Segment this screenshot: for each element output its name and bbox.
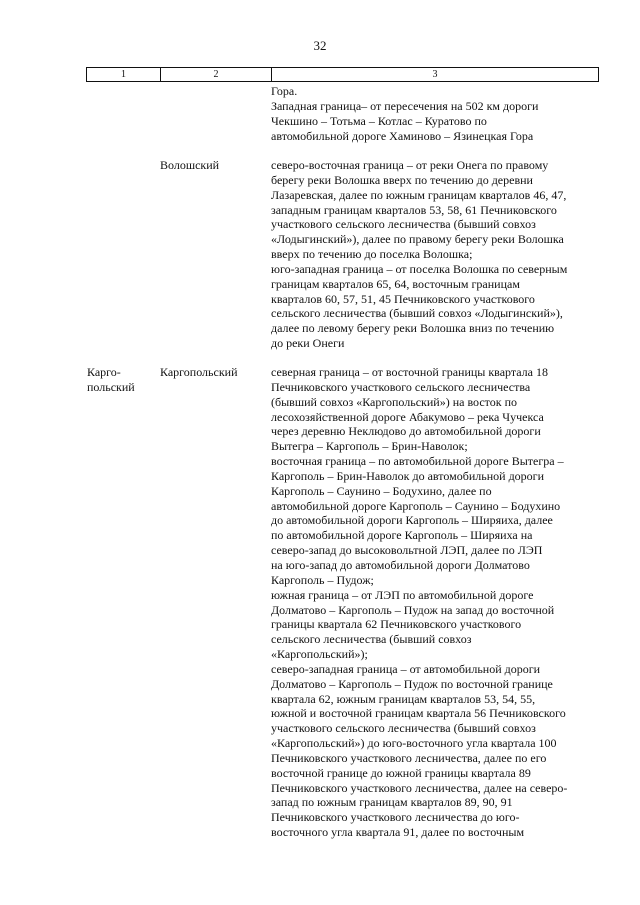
text-line: Долматово – Каргополь – Пудож по восточной границе	[271, 676, 553, 691]
text-line: лесохозяйственной дороге Абакумово – река Чучекса	[271, 409, 544, 424]
text-line: кварталов 60, 57, 51, 45 Печниковского участкового	[271, 291, 535, 306]
text-line: границам кварталов 65, 64, восточным границам	[271, 276, 520, 291]
column-header-1: 1	[87, 68, 161, 82]
text-line: до автомобильной дороги Каргополь – Ширяиха, далее	[271, 513, 553, 528]
text-line: Волошский	[160, 158, 220, 172]
boundary-description-cell	[271, 365, 567, 840]
text-line: северо-восточная граница – от реки Онега по правому	[271, 158, 549, 172]
text-line: участкового сельского лесничества (бывший совхоз	[271, 217, 536, 232]
column-header-row	[87, 68, 599, 82]
text-line: северо-запад до высоковольтной ЛЭП, далее по ЛЭП	[271, 543, 543, 558]
text-line: северная граница – от восточной границы квартала 18	[271, 365, 548, 379]
text-line: запад по южным границам кварталов 89, 90, 91	[271, 795, 513, 810]
text-line: сельского лесничества (бывший совхоз «Лодыгинский»),	[271, 306, 563, 321]
text-line: юго-западная граница – от поселка Волошка по северным	[271, 261, 568, 276]
subzone-cell	[160, 365, 238, 380]
text-line: западным границам кварталов 53, 58, 61 Печниковского	[271, 202, 557, 217]
text-line: автомобильной дороге Хаминово – Язинецкая Гора	[271, 128, 534, 143]
text-line: до реки Онеги	[271, 336, 345, 351]
text-line: (бывший совхоз «Каргопольский») на восток по	[271, 394, 517, 409]
boundary-description-cell	[271, 84, 538, 143]
text-line: Печниковского участкового лесничества, далее на северо-	[271, 780, 568, 795]
text-line: Карго-	[87, 365, 121, 379]
text-line: Западная граница– от пересечения на 502 км дороги	[271, 98, 539, 113]
text-line: южной и восточной границам квартала 56 Печниковского	[271, 706, 566, 721]
text-line: Вытегра – Каргополь – Брин-Наволок;	[271, 439, 468, 454]
text-line: Печниковского участкового лесничества до юго-	[271, 810, 520, 825]
text-line: участкового сельского лесничества (бывший совхоз	[271, 721, 536, 736]
text-line: Гора.	[271, 84, 298, 98]
subzone-cell	[160, 158, 219, 173]
district-cell	[87, 365, 135, 395]
text-line: Лазаревская, далее по южным границам кварталов 46, 47,	[271, 187, 567, 202]
text-line: по автомобильной дороге Каргополь – Ширяиха на	[271, 528, 533, 543]
text-line: далее по левому берегу реки Волошка вниз по течению	[271, 321, 555, 336]
column-header-2: 2	[161, 68, 272, 82]
text-line: «Каргопольский»);	[271, 647, 368, 662]
column-header-3: 3	[272, 68, 599, 82]
text-line: сельского лесничества (бывший совхоз	[271, 632, 472, 647]
text-line: Долматово – Каргополь – Пудож на запад до восточной	[271, 602, 555, 617]
text-line: квартала 62, южным границам кварталов 53, 54, 55,	[271, 691, 536, 706]
text-line: на юго-запад до автомобильной дороги Долматово	[271, 557, 530, 572]
text-line: восточного угла квартала 91, далее по восточным	[271, 825, 525, 840]
text-line: автомобильной дороге Каргополь – Саунино – Бодухино	[271, 498, 561, 513]
text-line: Чекшино – Тотьма – Котлас – Куратово по	[271, 113, 487, 128]
text-line: Печниковского участкового лесничества, далее по его	[271, 750, 547, 765]
boundary-description-cell	[271, 158, 567, 351]
text-line: польский	[87, 379, 135, 394]
text-line: южная граница – от ЛЭП по автомобильной дороге	[271, 587, 534, 602]
text-line: Каргополь – Пудож;	[271, 572, 374, 587]
column-header-table	[86, 67, 599, 82]
text-line: берегу реки Волошка вверх по течению до деревни	[271, 172, 533, 187]
text-line: через деревню Неклюдово до автомобильной дороги	[271, 424, 541, 439]
text-line: вверх по течению до поселка Волошка;	[271, 247, 473, 262]
text-line: Печниковского участкового сельского лесничества	[271, 379, 531, 394]
text-line: Каргополь – Саунино – Бодухино, далее по	[271, 483, 492, 498]
text-line: границы квартала 62 Печниковского участкового	[271, 617, 522, 632]
text-line: северо-западная граница – от автомобильной дороги	[271, 661, 541, 676]
text-line: «Каргопольский») до юго-восточного угла квартала 100	[271, 736, 557, 751]
text-line: Каргополь – Брин-Наволок до автомобильной дороги	[271, 468, 545, 483]
text-line: восточная граница – по автомобильной дороге Вытегра –	[271, 454, 564, 469]
text-line: восточной границе до южной границы квартала 89	[271, 765, 531, 780]
text-line: «Лодыгинский»), далее по правому берегу реки Волошка	[271, 232, 564, 247]
text-line: Каргопольский	[160, 365, 238, 379]
page-number: 32	[313, 38, 327, 53]
